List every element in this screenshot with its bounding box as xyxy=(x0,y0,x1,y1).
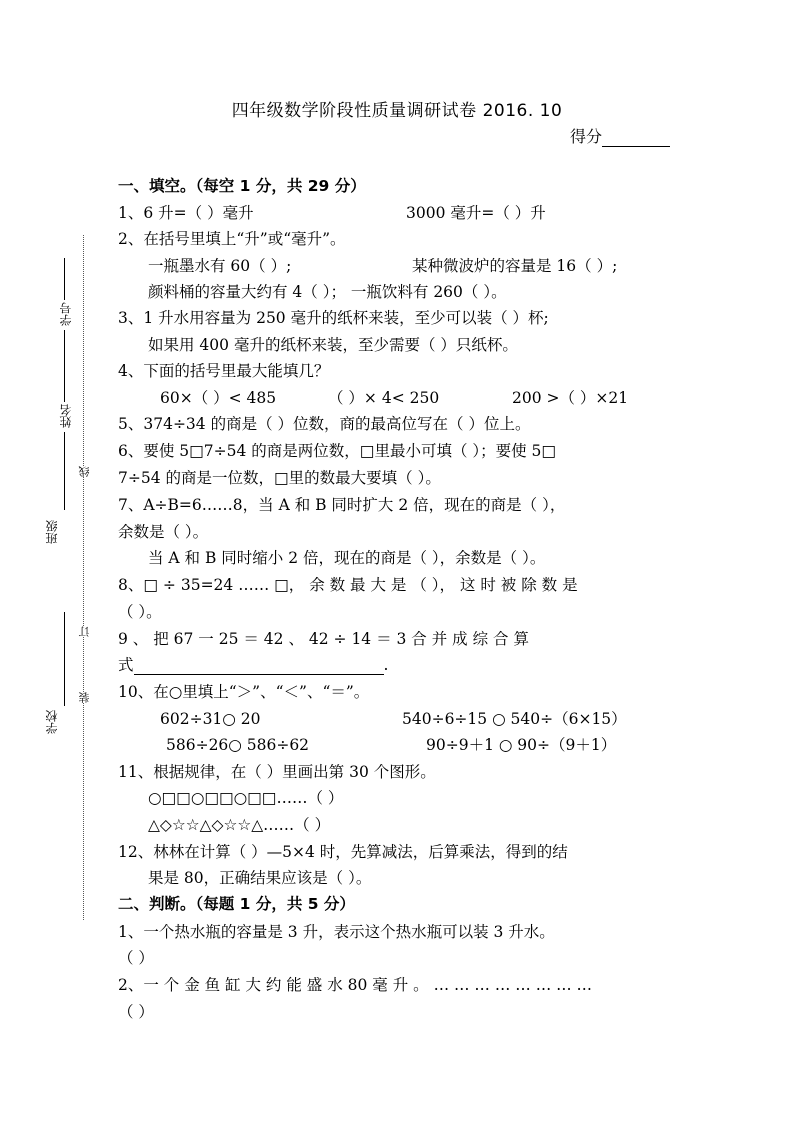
q10: 10、在○里填上“＞”、“＜”、“＝”。 xyxy=(118,683,370,701)
q3-line1: 3、1 升水用容量为 250 毫升的纸杯来装，至少可以装（ ）杯; xyxy=(118,309,549,327)
binding-mark-zhuang: 装 xyxy=(78,692,91,703)
student-id-blank[interactable] xyxy=(64,258,65,300)
j1-line1: 1、一个热水瓶的容量是 3 升，表示这个热水瓶可以装 3 升水。 xyxy=(118,923,555,941)
q1a: 1、6 升=（ ）毫升 xyxy=(118,204,254,222)
score-field xyxy=(570,124,670,147)
class-blank[interactable] xyxy=(64,432,65,510)
page-title: 四年级数学阶段性质量调研试卷 2016. 10 xyxy=(231,101,563,121)
score-label: 得分 xyxy=(570,127,603,146)
q6-line2: 7÷54 的商是一位数，□里的数最大要填（ ）。 xyxy=(118,469,441,487)
binding-mark-line: 线 xyxy=(78,466,91,477)
class-label: 班级 xyxy=(45,520,59,544)
student-id-label: 学号 xyxy=(59,302,73,326)
q5: 5、374÷34 的商是（ ）位数，商的最高位写在（ ）位上。 xyxy=(118,415,531,433)
q4-a: 60×（ ）< 485 xyxy=(160,389,277,407)
q6-line1: 6、要使 5□7÷54 的商是两位数，□里最小可填（ ）；要使 5□ xyxy=(118,442,557,460)
q11-b: △◇☆☆△◇☆☆△……（ ） xyxy=(148,816,331,834)
q9-period: . xyxy=(383,656,389,674)
q9-line1: 9 、 把 67 一 25 ＝ 42 、 42 ÷ 14 ＝ 3 合 并 成 综 合 算 xyxy=(118,630,529,648)
q12-line2: 果是 80，正确结果应该是（ ）。 xyxy=(148,869,372,887)
q4: 4、下面的括号里最大能填几？ xyxy=(118,362,330,380)
q11: 11、根据规律，在（ ）里画出第 30 个图形。 xyxy=(118,763,436,781)
q4-c: 200 >（ ）×21 xyxy=(512,389,629,407)
score-blank[interactable] xyxy=(602,132,670,147)
q9-prefix: 式 xyxy=(118,656,134,674)
school-label: 学校 xyxy=(45,710,59,734)
q10-b: 540÷6÷15 ○ 540÷（6×15） xyxy=(402,710,627,728)
binding-dotted-line xyxy=(83,235,84,920)
q2-line1a: 一瓶墨水有 60（ ）; xyxy=(148,257,292,275)
q2: 2、在括号里填上“升”或“毫升”。 xyxy=(118,230,346,248)
q7-line1: 7、A÷B=6……8，当 A 和 B 同时扩大 2 倍，现在的商是（ ）， xyxy=(118,496,566,514)
q1b: 3000 毫升=（ ）升 xyxy=(406,204,546,222)
q7-line2: 余数是（ ）。 xyxy=(118,523,209,541)
section2-heading: 二、判断。（每题 1 分，共 5 分） xyxy=(118,895,355,913)
binding-mark-ding: 订 xyxy=(78,626,91,637)
j2-line2: （ ） xyxy=(118,1003,154,1021)
school-blank[interactable] xyxy=(64,612,65,706)
q8-line2: （ ）。 xyxy=(118,603,162,621)
q2-line1b: 某种微波炉的容量是 16（ ）; xyxy=(412,257,618,275)
name-blank[interactable] xyxy=(64,330,65,402)
q11-a: ○□□○□□○□□……（ ） xyxy=(148,789,344,807)
q10-a: 602÷31○ 20 xyxy=(160,710,261,728)
q2-line2: 颜料桶的容量大约有 4（ ）； 一瓶饮料有 260（ ）。 xyxy=(148,283,507,301)
q3-line2: 如果用 400 毫升的纸杯来装，至少需要（ ）只纸杯。 xyxy=(148,336,518,354)
q9-answer-blank[interactable] xyxy=(134,660,384,675)
q10-c: 586÷26○ 586÷62 xyxy=(166,736,310,754)
section1-heading: 一、填空。（每空 1 分，共 29 分） xyxy=(118,177,366,195)
q12-line1: 12、林林在计算（ ）—5×4 时，先算减法，后算乘法，得到的结 xyxy=(118,843,568,861)
q7-line3: 当 A 和 B 同时缩小 2 倍，现在的商是（ ），余数是（ ）。 xyxy=(148,549,546,567)
q9-line2 xyxy=(118,655,388,675)
j2-line1: 2、一 个 金 鱼 缸 大 约 能 盛 水 80 毫 升 。 … … … … … … … … xyxy=(118,976,593,994)
j1-line2: （ ） xyxy=(118,949,154,967)
name-label: 姓名 xyxy=(59,404,73,428)
q10-d: 90÷9＋1 ○ 90÷（9＋1） xyxy=(426,736,617,754)
q8-line1: 8、□ ÷ 35=24 …… □， 余 数 最 大 是 （ ）， 这 时 被 除 数 是 xyxy=(118,576,578,594)
q4-b: （ ）× 4< 250 xyxy=(328,389,440,407)
